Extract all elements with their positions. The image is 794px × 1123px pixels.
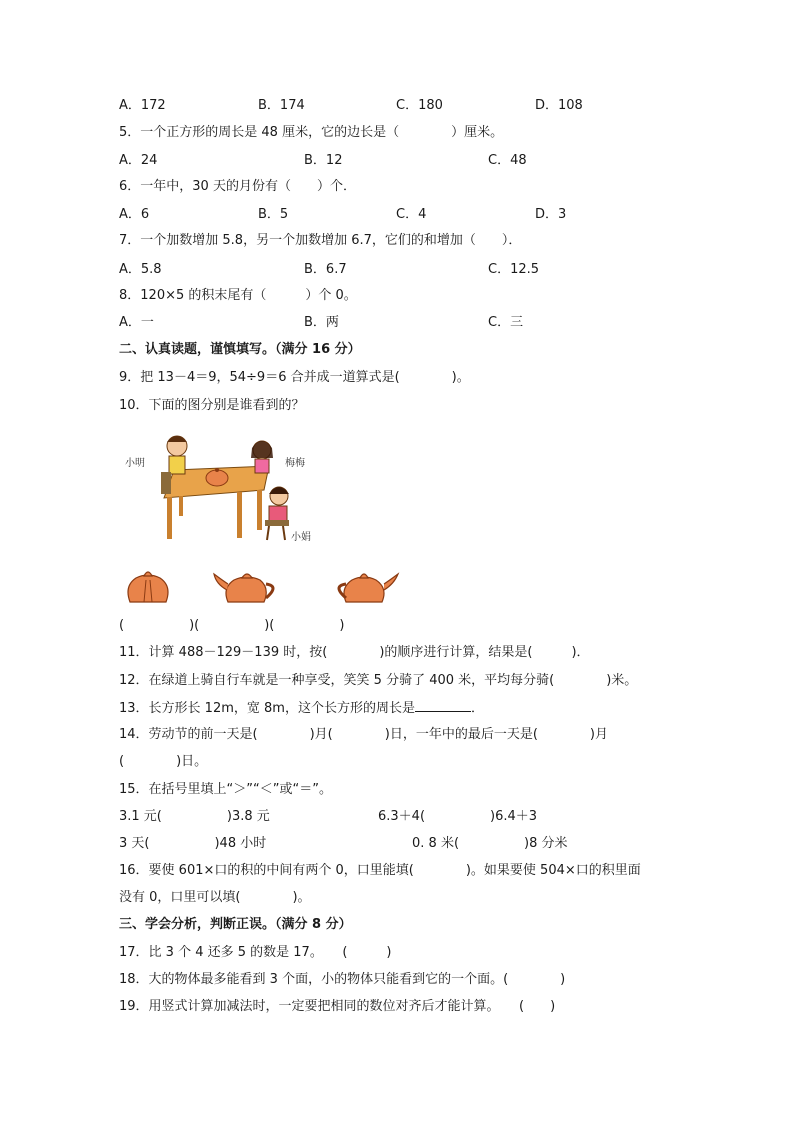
q14-line-1: 14．劳动节的前一天是( )月( )日，一年中的最后一天是( )月 bbox=[119, 727, 608, 742]
xiaojuan-body bbox=[269, 506, 287, 522]
q8-stem: 8．120×5 的积末尾有（ ）个 0。 bbox=[119, 288, 357, 303]
q15-row1-left: 3.1 元( )3.8 元 bbox=[119, 809, 270, 824]
xiaojuan-chair bbox=[265, 520, 289, 526]
q13-stem-end: ． bbox=[470, 701, 484, 716]
teapot-front-view bbox=[122, 566, 174, 608]
q15-row2-left: 3 天( )48 小时 bbox=[119, 836, 267, 851]
section-2-title: 二、认真读题，谨慎填写。（满分 16 分） bbox=[119, 342, 361, 357]
table-leg bbox=[167, 497, 172, 539]
q8-option-a: A．一 bbox=[119, 315, 154, 330]
section-3-title: 三、学会分析，判断正误。（满分 8 分） bbox=[119, 917, 352, 932]
q4-option-b: B．174 bbox=[258, 98, 305, 113]
meimei-body bbox=[255, 459, 269, 473]
xiaoming-chair bbox=[161, 472, 171, 494]
q4-option-d: D．108 bbox=[535, 98, 583, 113]
q8-option-b: B．两 bbox=[304, 315, 339, 330]
xiaoming-hair bbox=[167, 436, 187, 442]
q7-option-b: B．6.7 bbox=[304, 262, 347, 277]
table-leg bbox=[257, 490, 262, 530]
q7-option-a: A．5.8 bbox=[119, 262, 162, 277]
q13-stem-text: 13．长方形长 12m，宽 8m，这个长方形的周长是 bbox=[119, 701, 415, 716]
q11-stem: 11．计算 488－129－139 时，按( )的顺序进行计算，结果是( )． bbox=[119, 645, 590, 660]
q10-scene-illustration bbox=[119, 428, 319, 546]
q10-answer-blanks: ( )( )( ) bbox=[119, 618, 345, 633]
table-leg bbox=[237, 492, 242, 538]
label-meimei: 梅梅 bbox=[285, 458, 305, 469]
q5-stem: 5．一个正方形的周长是 48 厘米，它的边长是（ ）厘米。 bbox=[119, 125, 504, 140]
q19-stem: 19．用竖式计算加减法时，一定要把相同的数位对齐后才能计算。 ( ) bbox=[119, 999, 556, 1014]
table-scene bbox=[119, 428, 319, 546]
q6-option-c: C．4 bbox=[396, 207, 427, 222]
q8-option-c: C．三 bbox=[488, 315, 524, 330]
q15-row1-right: 6.3＋4( )6.4＋3 bbox=[378, 809, 538, 824]
q6-stem: 6．一年中，30 天的月份有（ ）个． bbox=[119, 179, 356, 194]
label-xiaojuan: 小娟 bbox=[291, 532, 311, 543]
q16-line-2: 没有 0，口里可以填( )。 bbox=[119, 890, 311, 905]
q13-stem bbox=[119, 699, 484, 718]
q5-option-c: C．48 bbox=[488, 153, 527, 168]
q6-option-b: B．5 bbox=[258, 207, 289, 222]
q15-stem: 15．在括号里填上“＞”“＜”或“＝”。 bbox=[119, 782, 332, 797]
q4-option-a: A．172 bbox=[119, 98, 166, 113]
q6-option-d: D．3 bbox=[535, 207, 567, 222]
q4-option-c: C．180 bbox=[396, 98, 443, 113]
teapot-side-view-a bbox=[212, 566, 282, 608]
q15-row2-right: 0. 8 米( )8 分米 bbox=[412, 836, 568, 851]
q10-stem: 10．下面的图分别是谁看到的？ bbox=[119, 398, 305, 413]
q12-stem: 12．在绿道上骑自行车就是一种享受，笑笑 5 分骑了 400 米，平均每分骑( )米。 bbox=[119, 673, 638, 688]
q13-answer-blank[interactable] bbox=[415, 699, 471, 712]
q17-stem: 17．比 3 个 4 还多 5 的数是 17。 ( ) bbox=[119, 945, 392, 960]
q7-stem: 7．一个加数增加 5.8，另一个加数增加 6.7，它们的和增加（ ）． bbox=[119, 233, 522, 248]
q9-stem: 9．把 13－4＝9，54÷9＝6 合并成一道算式是( )。 bbox=[119, 370, 470, 385]
xiaojuan-hair bbox=[269, 487, 289, 494]
teapot-side-view-b bbox=[328, 566, 400, 608]
q14-line-2: ( )日。 bbox=[119, 754, 208, 769]
q16-line-1: 16．要使 601×口的积的中间有两个 0，口里能填( )。如果要使 504×口的积里面 bbox=[119, 863, 641, 878]
q7-option-c: C．12.5 bbox=[488, 262, 540, 277]
q6-option-a: A．6 bbox=[119, 207, 150, 222]
teapot-knob bbox=[215, 468, 219, 472]
xiaojuan-leg bbox=[283, 526, 285, 540]
xiaoming-body bbox=[169, 456, 185, 474]
teapot-on-table bbox=[206, 470, 228, 486]
xiaojuan-leg bbox=[267, 526, 269, 540]
meimei-hair bbox=[251, 441, 273, 458]
table-leg bbox=[179, 496, 183, 516]
label-xiaoming: 小明 bbox=[125, 458, 145, 469]
q5-option-a: A．24 bbox=[119, 153, 158, 168]
q5-option-b: B．12 bbox=[304, 153, 343, 168]
q18-stem: 18．大的物体最多能看到 3 个面，小的物体只能看到它的一个面。( ) bbox=[119, 972, 566, 987]
